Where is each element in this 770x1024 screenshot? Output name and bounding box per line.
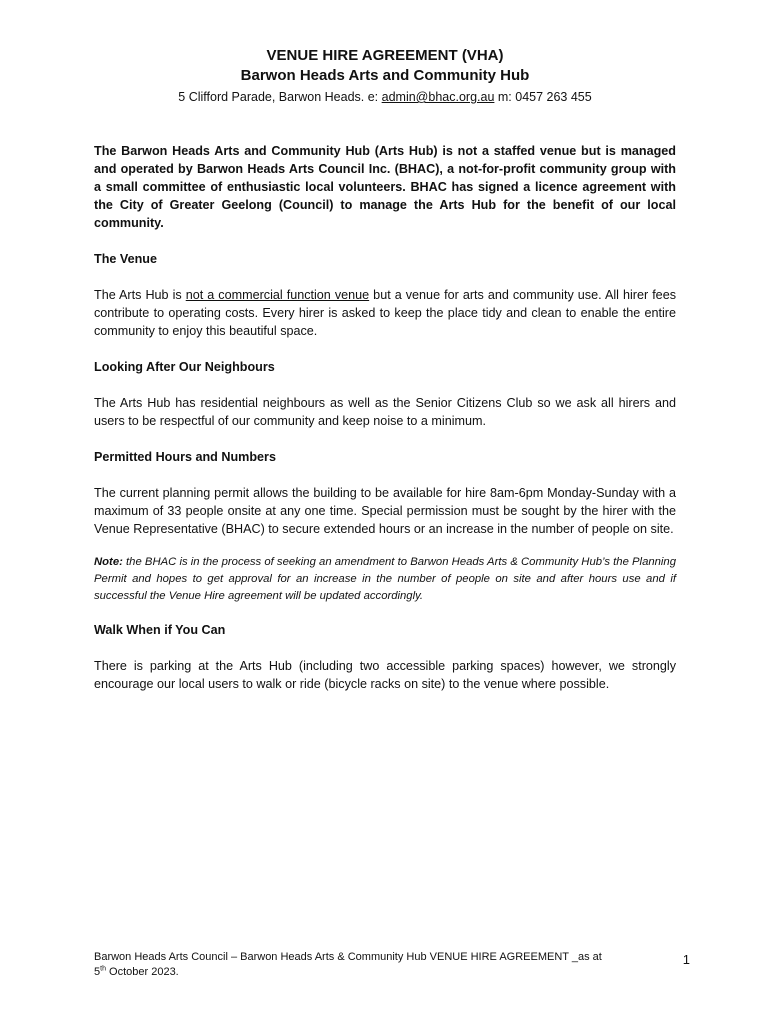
venue-heading: The Venue	[94, 252, 157, 266]
document-header	[0, 46, 770, 107]
neighbours-paragraph: The Arts Hub has residential neighbours as well as the Senior Citizens Club so we ask all hirers and users to be respectful of our community and keep noise to a minimum.	[94, 396, 676, 428]
hours-heading: Permitted Hours and Numbers	[94, 450, 276, 464]
document-title: VENUE HIRE AGREEMENT (VHA)	[266, 47, 504, 64]
address-text: 5 Clifford Parade, Barwon Heads. e:	[178, 90, 382, 104]
walk-heading: Walk When if You Can	[94, 623, 226, 637]
email-link[interactable]: admin@bhac.org.au	[381, 90, 495, 104]
hours-paragraph: The current planning permit allows the building to be available for hire 8am-6pm Monday-Sunday with a maximum of 33 people onsite at any one time. Special permission must be sought by the hirer with the Venue Representative (BHAC) to secure extended hours or an increase in the number of people on site.	[94, 486, 676, 536]
venue-emphasis: not a commercial function venue	[185, 288, 370, 302]
footer-text	[94, 950, 654, 980]
neighbours-heading: Looking After Our Neighbours	[94, 360, 275, 374]
note-paragraph: Note: the BHAC is in the process of seeking an amendment to Barwon Heads Arts & Community Hub’s the Planning Permit and hopes to get approval for an increase in the number of people on site and after hours use and if successful the Venue Hire agreement will be updated accordingly.	[94, 556, 676, 602]
footer-date: 5th October 2023.	[94, 965, 179, 978]
page-number: 1	[682, 952, 690, 967]
venue-paragraph: The Arts Hub is not a commercial function venue but a venue for arts and community use. All hirer fees contribute to operating costs. Every hirer is asked to keep the place tidy and clean to enable the entire community to enjoy this beautiful space.	[94, 288, 676, 338]
document-body	[94, 142, 676, 693]
intro-paragraph: The Barwon Heads Arts and Community Hub (Arts Hub) is not a staffed venue but is managed and operated by Barwon Heads Arts Council Inc. (BHAC), a not-for-profit community group with a small committee of enthusiastic local volunteers. BHAC has signed a licence agreement with the City of Greater Geelong (Council) to manage the Arts Hub for the benefit of our local community.	[94, 144, 676, 230]
phone-text: m: 0457 263 455	[494, 90, 592, 104]
walk-paragraph: There is parking at the Arts Hub (including two accessible parking spaces) however, we strongly encourage our local users to walk or ride (bicycle racks on site) to the venue where possible.	[94, 659, 676, 691]
note-label: Note:	[94, 556, 123, 568]
document-subtitle: Barwon Heads Arts and Community Hub	[240, 67, 530, 84]
contact-line	[0, 87, 770, 107]
footer-line: Barwon Heads Arts Council – Barwon Heads Arts & Community Hub VENUE HIRE AGREEMENT _as at	[94, 951, 602, 963]
page-footer	[94, 950, 694, 980]
